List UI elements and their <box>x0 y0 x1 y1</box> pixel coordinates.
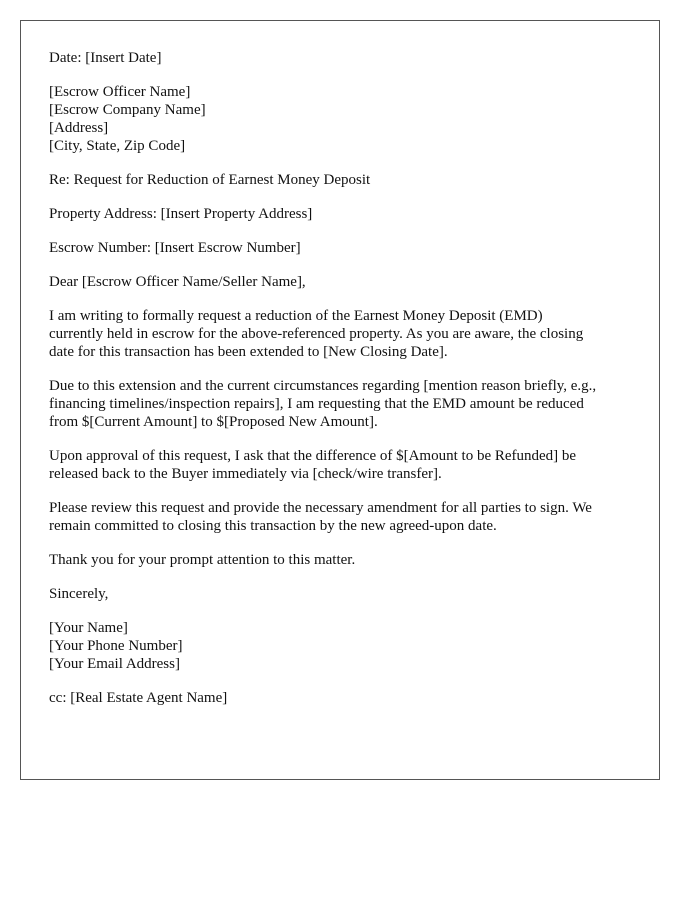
recipient-city-state-zip: [City, State, Zip Code] <box>49 138 186 154</box>
recipient-block <box>49 83 639 155</box>
body-paragraph-3 <box>49 447 639 483</box>
property-address-block <box>49 205 639 223</box>
body-paragraph-5 <box>49 551 639 569</box>
signature-block <box>49 619 639 673</box>
letter-content <box>49 49 639 723</box>
body-line: date for this transaction has been extended to [New Closing Date]. <box>49 344 448 360</box>
recipient-officer-name: [Escrow Officer Name] <box>49 84 191 100</box>
date-block <box>49 49 639 67</box>
escrow-number-block <box>49 239 639 257</box>
closing-line: Sincerely, <box>49 586 109 602</box>
escrow-number-line: Escrow Number: [Insert Escrow Number] <box>49 240 301 256</box>
subject-block <box>49 171 639 189</box>
signature-name: [Your Name] <box>49 620 128 636</box>
body-paragraph-1 <box>49 307 639 361</box>
body-line: currently held in escrow for the above-referenced property. As you are aware, the closing <box>49 326 584 342</box>
signature-email: [Your Email Address] <box>49 656 180 672</box>
body-line: Thank you for your prompt attention to this matter. <box>49 552 356 568</box>
body-line: financing timelines/inspection repairs], I am requesting that the EMD amount be reduced <box>49 396 584 412</box>
body-line: I am writing to formally request a reduction of the Earnest Money Deposit (EMD) <box>49 308 543 324</box>
cc-line: cc: [Real Estate Agent Name] <box>49 690 228 706</box>
cc-block <box>49 689 639 707</box>
body-line: from $[Current Amount] to $[Proposed New Amount]. <box>49 414 378 430</box>
date-line: Date: [Insert Date] <box>49 50 162 66</box>
recipient-address: [Address] <box>49 120 109 136</box>
subject-line: Re: Request for Reduction of Earnest Money Deposit <box>49 172 371 188</box>
letter-page <box>20 20 660 780</box>
closing-block <box>49 585 639 603</box>
recipient-company-name: [Escrow Company Name] <box>49 102 206 118</box>
body-paragraph-4 <box>49 499 639 535</box>
signature-phone: [Your Phone Number] <box>49 638 183 654</box>
property-address-line: Property Address: [Insert Property Address] <box>49 206 313 222</box>
salutation-block <box>49 273 639 291</box>
salutation-line: Dear [Escrow Officer Name/Seller Name], <box>49 274 306 290</box>
body-line: released back to the Buyer immediately via [check/wire transfer]. <box>49 466 442 482</box>
body-paragraph-2 <box>49 377 639 431</box>
body-line: Please review this request and provide the necessary amendment for all parties to sign. We <box>49 500 592 516</box>
body-line: Upon approval of this request, I ask that the difference of $[Amount to be Refunded] be <box>49 448 577 464</box>
body-line: remain committed to closing this transaction by the new agreed-upon date. <box>49 518 497 534</box>
body-line: Due to this extension and the current circumstances regarding [mention reason briefly, e.g., <box>49 378 597 394</box>
